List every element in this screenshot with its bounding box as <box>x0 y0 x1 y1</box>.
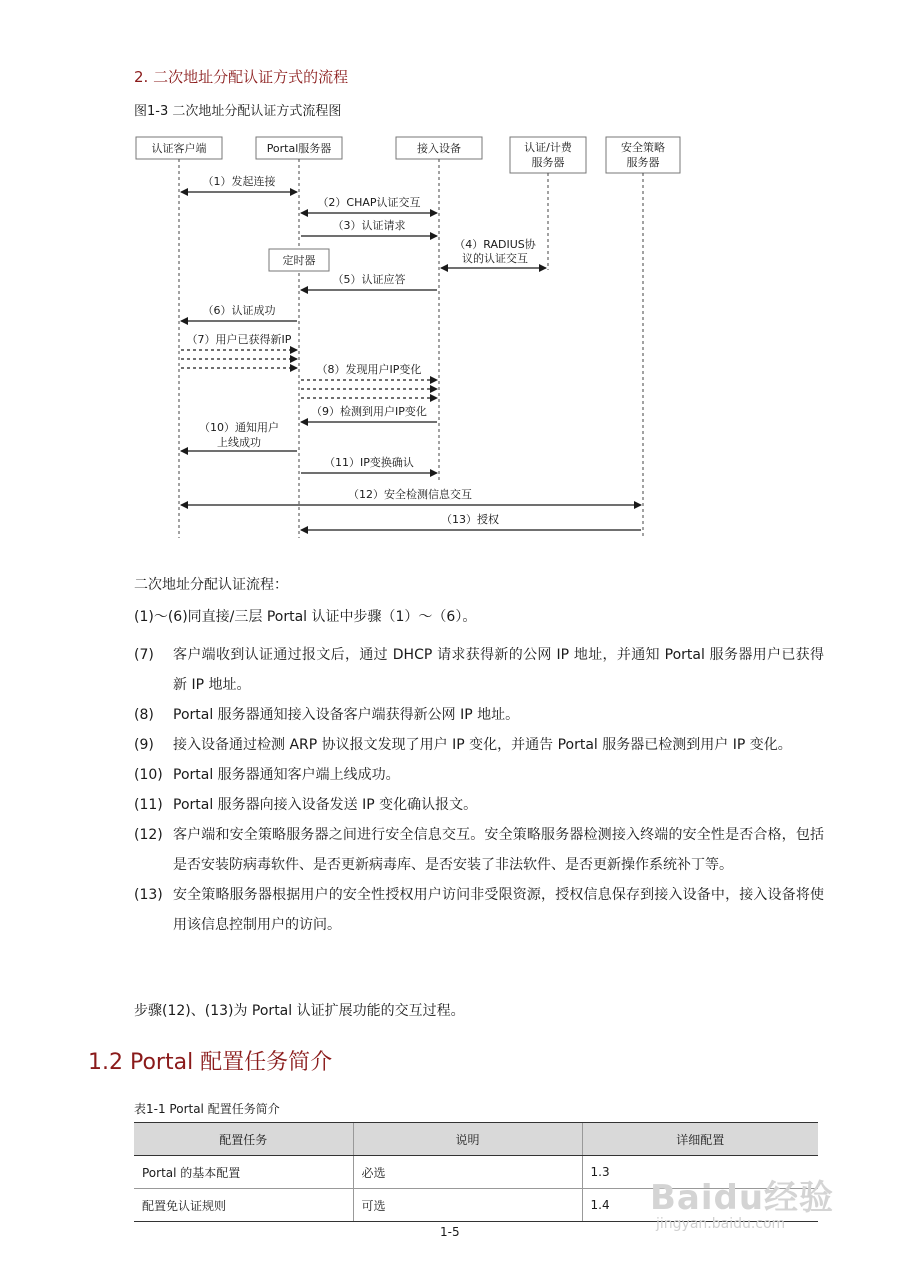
step-number: (13) <box>134 887 163 903</box>
msg-3: （3）认证请求 <box>332 219 406 232</box>
actor-access-label: 接入设备 <box>417 142 461 155</box>
table-cell: 配置免认证规则 <box>134 1189 353 1222</box>
step-text: Portal 服务器通知客户端上线成功。 <box>173 767 400 783</box>
watermark-url: jingyan.baidu.com <box>656 1216 786 1232</box>
col-header-task: 配置任务 <box>134 1123 353 1156</box>
step-text: 客户端和安全策略服务器之间进行安全信息交互。安全策略服务器检测接入终端的安全性是否合格，包括是否安装防病毒软件、是否更新病毒库、是否安装了非法软件、是否更新操作系统补丁等。 <box>173 827 824 873</box>
msg-5: （5）认证应答 <box>332 273 406 286</box>
step-number: (9) <box>134 737 154 753</box>
actor-auth-label-2: 服务器 <box>531 156 565 169</box>
step-text: Portal 服务器向接入设备发送 IP 变化确认报文。 <box>173 797 478 813</box>
step-number: (12) <box>134 827 163 843</box>
msg-4b: 议的认证交互 <box>462 252 528 265</box>
chapter-title: 1.2 Portal 配置任务简介 <box>88 1050 333 1075</box>
step-number: (8) <box>134 707 154 723</box>
timer-box <box>269 249 329 271</box>
msg-13: （13）授权 <box>441 513 499 526</box>
actor-client-label: 认证客户端 <box>151 142 207 155</box>
actor-auth-server <box>510 137 586 173</box>
msg-6: （6）认证成功 <box>202 304 276 317</box>
msg-8: （8）发现用户IP变化 <box>316 363 422 376</box>
step-item <box>134 760 824 790</box>
table-header-row <box>134 1123 818 1156</box>
step-text: Portal 服务器通知接入设备客户端获得新公网 IP 地址。 <box>173 707 520 723</box>
msg-11: （11）IP变换确认 <box>324 456 414 469</box>
step-item <box>134 730 824 760</box>
actor-auth-label-1: 认证/计费 <box>524 141 572 154</box>
msg-12: （12）安全检测信息交互 <box>348 488 472 501</box>
msg-10a: （10）通知用户 <box>199 421 279 434</box>
msg-9: （9）检测到用户IP变化 <box>311 405 427 418</box>
step-1-6: (1)～(6)同直接/三层 Portal 认证中步骤（1）～（6）。 <box>134 609 477 625</box>
process-intro: 二次地址分配认证流程： <box>134 577 288 593</box>
section-title: 2. 二次地址分配认证方式的流程 <box>134 68 349 86</box>
step-item <box>134 700 824 730</box>
step-text: 接入设备通过检测 ARP 协议报文发现了用户 IP 变化，并通告 Portal 服务器已检测到用户 IP 变化。 <box>173 737 792 753</box>
sequence-diagram <box>0 0 905 560</box>
msg-10b: 上线成功 <box>217 436 261 449</box>
timer-label: 定时器 <box>282 254 316 267</box>
step-text: 客户端收到认证通过报文后，通过 DHCP 请求获得新的公网 IP 地址，并通知 Portal 服务器用户已获得新 IP 地址。 <box>173 647 824 693</box>
msg-2: （2）CHAP认证交互 <box>317 196 421 209</box>
step-item <box>134 880 824 940</box>
figure-caption: 图1-3 二次地址分配认证方式流程图 <box>134 104 342 119</box>
actor-portal-label: Portal服务器 <box>266 142 332 155</box>
msg-1: （1）发起连接 <box>202 175 276 188</box>
step-item <box>134 640 824 700</box>
actor-security-server <box>606 137 680 173</box>
table-cell: 必选 <box>353 1156 582 1189</box>
step-number: (7) <box>134 647 154 663</box>
watermark-logo: Baidu经验 <box>650 1178 835 1218</box>
page-number: 1-5 <box>440 1225 460 1239</box>
actor-access-device <box>396 137 482 159</box>
actor-client <box>136 137 222 159</box>
table-cell: 可选 <box>353 1189 582 1222</box>
step-item <box>134 790 824 820</box>
msg-7: （7）用户已获得新IP <box>186 333 292 346</box>
table-cell: 1.4 <box>582 1189 818 1222</box>
table-cell: Portal 的基本配置 <box>134 1156 353 1189</box>
table-cell: 1.3 <box>582 1156 818 1189</box>
step-list <box>134 640 824 940</box>
col-header-detail: 详细配置 <box>582 1123 818 1156</box>
table-caption: 表1-1 Portal 配置任务简介 <box>134 1102 280 1116</box>
actor-portal-server <box>256 137 342 159</box>
step-number: (10) <box>134 767 163 783</box>
col-header-desc: 说明 <box>353 1123 582 1156</box>
actor-security-label-1: 安全策略 <box>621 141 665 154</box>
step-text: 安全策略服务器根据用户的安全性授权用户访问非受限资源，授权信息保存到接入设备中，接入设备将使用该信息控制用户的访问。 <box>173 887 824 933</box>
actor-security-label-2: 服务器 <box>626 156 660 169</box>
msg-4a: （4）RADIUS协 <box>454 238 536 251</box>
step-item <box>134 820 824 880</box>
step-number: (11) <box>134 797 163 813</box>
extension-note: 步骤(12)、(13)为 Portal 认证扩展功能的交互过程。 <box>134 1003 465 1019</box>
